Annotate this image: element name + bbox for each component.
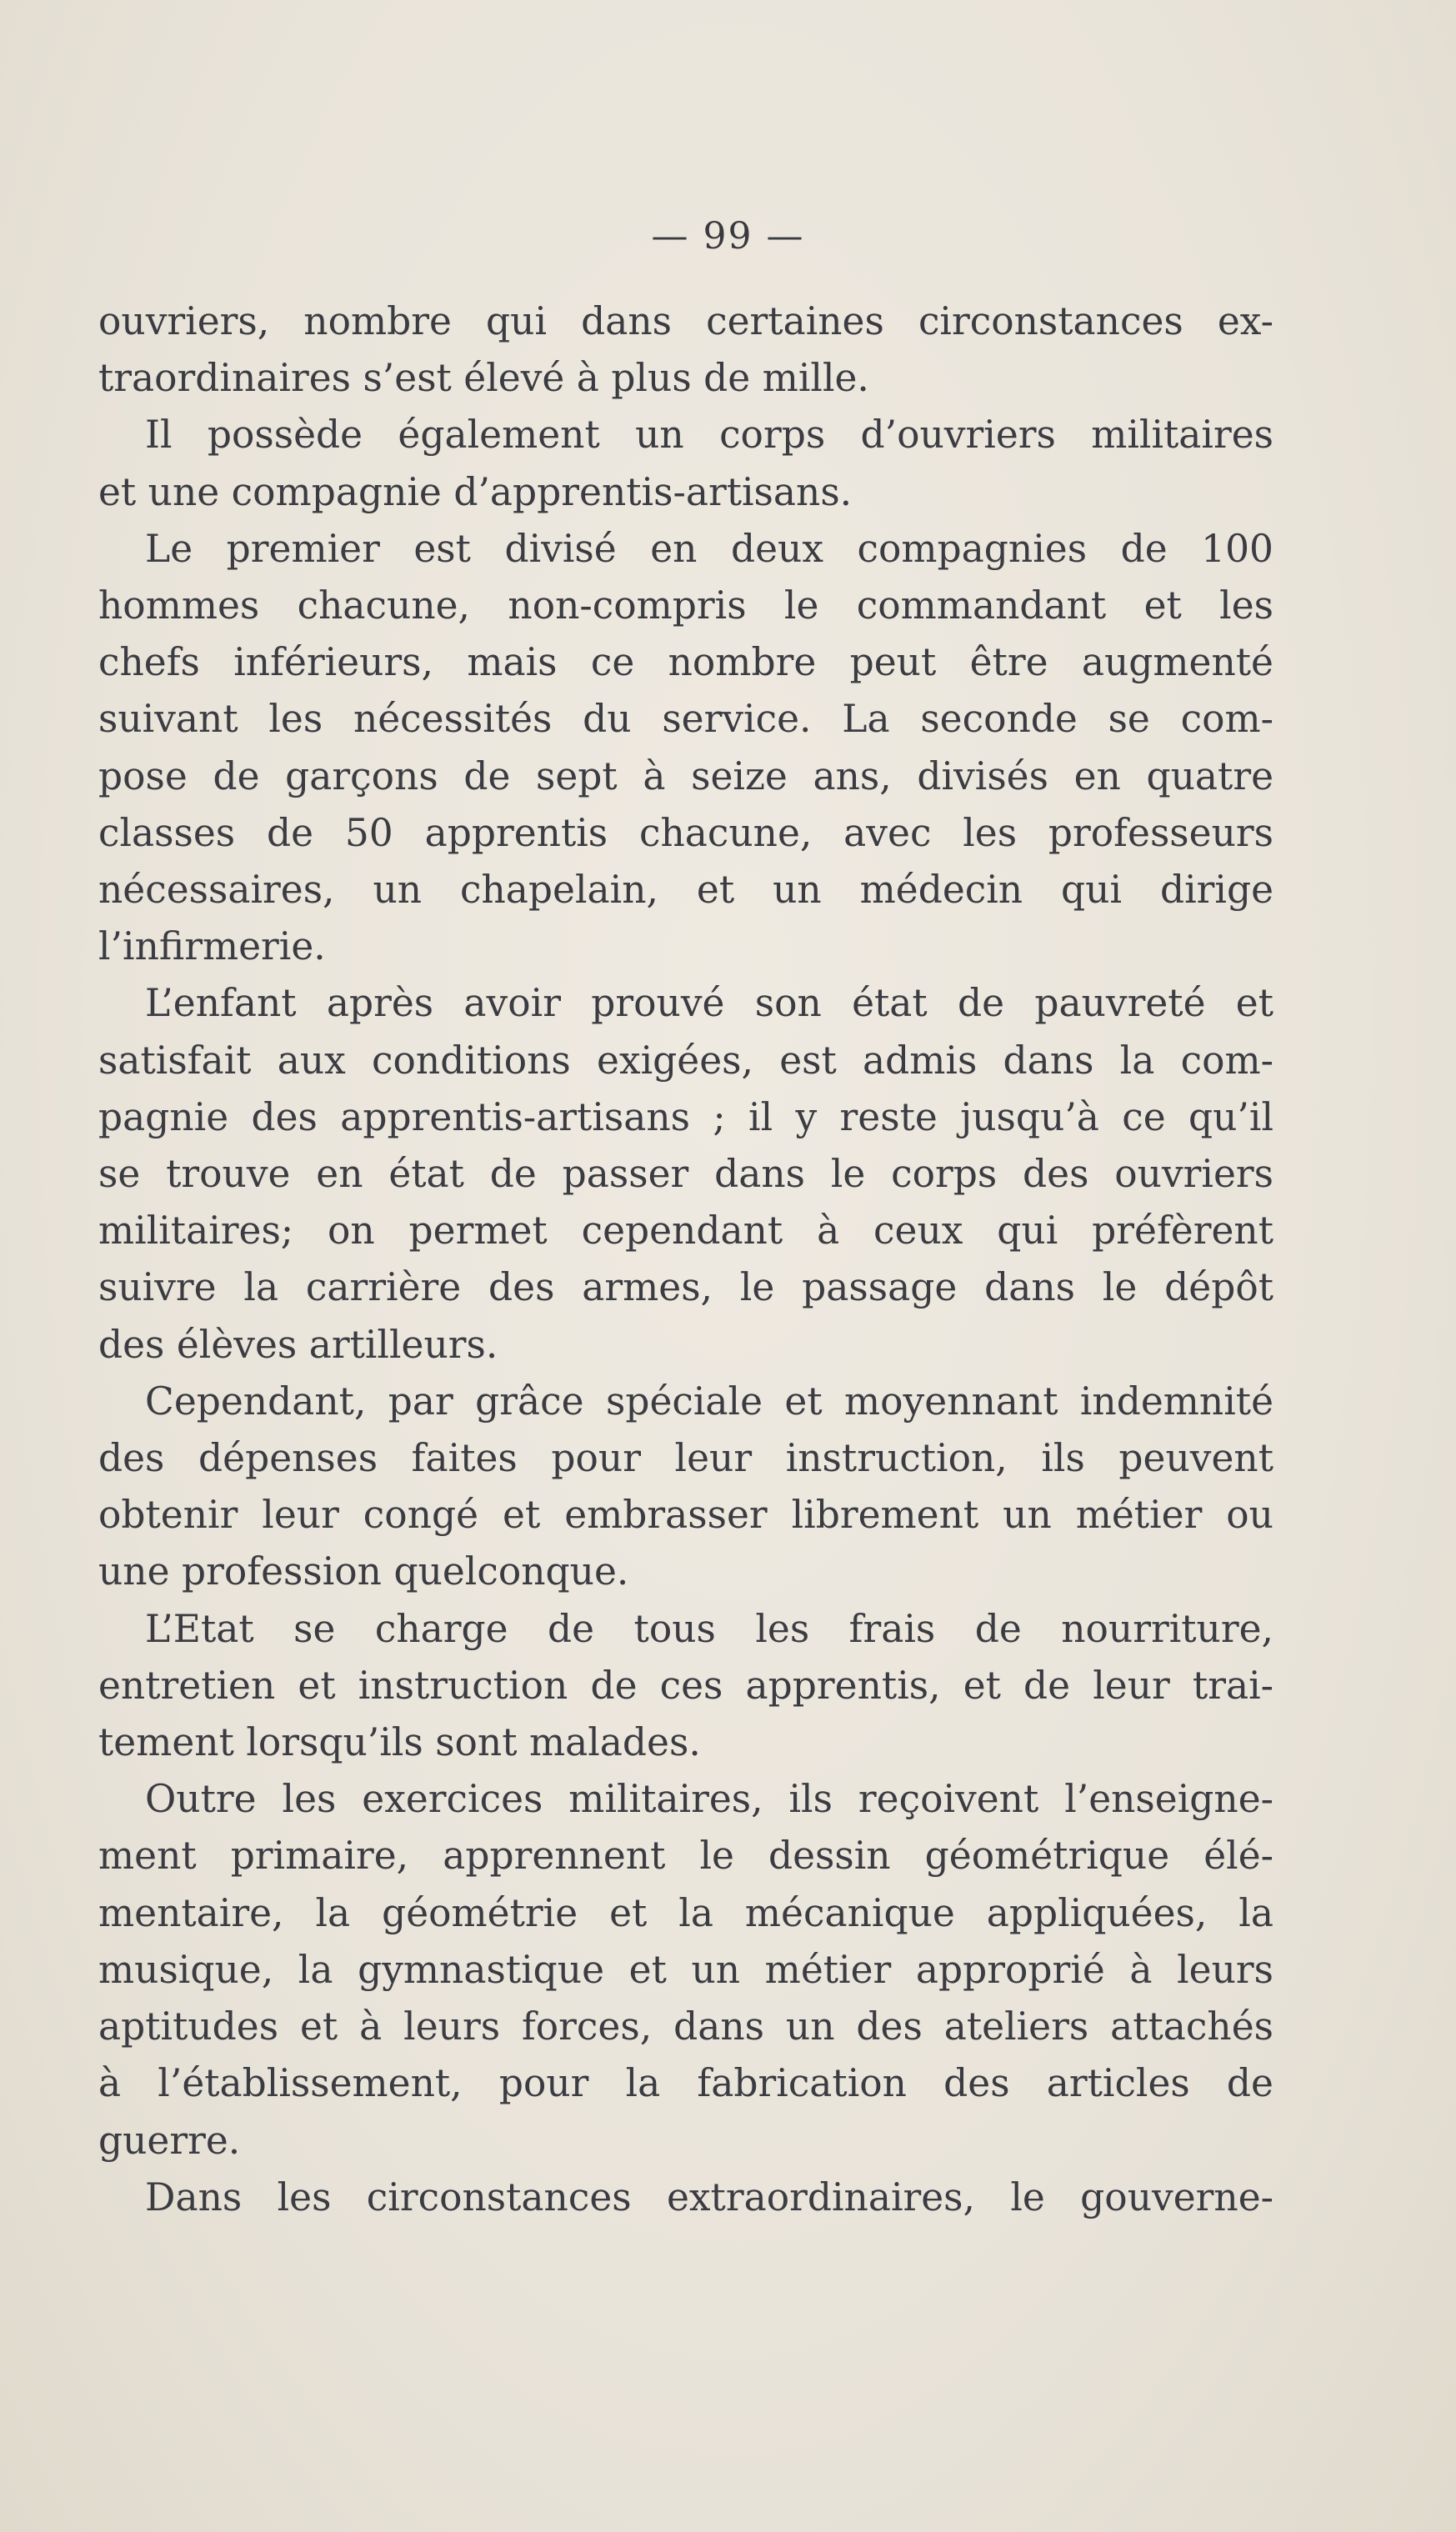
text-line: une profession quelconque. xyxy=(98,1549,629,1594)
text-line: classes de 50 apprentis chacune, avec les professeurs xyxy=(98,810,1273,855)
text-line: nécessaires, un chapelain, et un médecin qui dirige xyxy=(98,868,1273,913)
text-line: Le premier est divisé en deux compagnies de 100 xyxy=(145,526,1273,571)
text-line: L’Etat se charge de tous les frais de nourriture, xyxy=(145,1606,1273,1651)
text-line: Cependant, par grâce spéciale et moyennant indemnité xyxy=(145,1379,1273,1424)
page-number: — 99 — xyxy=(651,215,805,258)
text-line: Outre les exercices militaires, ils reçoivent l’enseigne- xyxy=(145,1777,1273,1822)
text-line: Il possède également un corps d’ouvriers militaires xyxy=(145,413,1273,458)
text-line: pose de garçons de sept à seize ans, divisés en quatre xyxy=(98,753,1273,798)
text-line: pagnie des apprentis-artisans ; il y reste jusqu’à ce qu’il xyxy=(98,1094,1273,1139)
text-line: aptitudes et à leurs forces, dans un des ateliers attachés xyxy=(98,2004,1273,2049)
text-line: satisfait aux conditions exigées, est admis dans la com- xyxy=(98,1038,1273,1083)
text-line: ment primaire, apprennent le dessin géométrique élé- xyxy=(98,1834,1273,1879)
text-line: et une compagnie d’apprentis-artisans. xyxy=(98,469,853,514)
text-line: traordinaires s’est élevé à plus de mille. xyxy=(98,356,869,401)
text-line: militaires; on permet cependant à ceux qui préfèrent xyxy=(98,1208,1273,1253)
text-line: obtenir leur congé et embrasser librement un métier ou xyxy=(98,1493,1273,1538)
body-text xyxy=(98,293,1273,2226)
text-line: ouvriers, nombre qui dans certaines circonstances ex- xyxy=(98,299,1273,343)
text-line: suivre la carrière des armes, le passage dans le dépôt xyxy=(98,1265,1273,1310)
text-line: entretien et instruction de ces apprentis, et de leur trai- xyxy=(98,1663,1273,1708)
text-line: hommes chacune, non-compris le commandant et les xyxy=(98,583,1273,628)
text-line: mentaire, la géométrie et la mécanique appliquées, la xyxy=(98,1890,1273,1935)
text-line: guerre. xyxy=(98,2118,241,2163)
text-line: Dans les circonstances extraordinaires, le gouverne- xyxy=(145,2174,1273,2219)
text-line: musique, la gymnastique et un métier approprié à leurs xyxy=(98,1947,1273,1992)
text-line: tement lorsqu’ils sont malades. xyxy=(98,1720,701,1765)
text-line: des élèves artilleurs. xyxy=(98,1322,498,1367)
text-line: à l’établissement, pour la fabrication des articles de xyxy=(98,2061,1273,2106)
text-line: suivant les nécessités du service. La seconde se com- xyxy=(98,697,1273,742)
text-line: l’infirmerie. xyxy=(98,924,326,969)
text-line: L’enfant après avoir prouvé son état de pauvreté et xyxy=(145,981,1273,1026)
text-line: des dépenses faites pour leur instruction, ils peuvent xyxy=(98,1436,1273,1481)
text-line: se trouve en état de passer dans le corps des ouvriers xyxy=(98,1152,1273,1197)
text-line: chefs inférieurs, mais ce nombre peut être augmenté xyxy=(98,640,1273,685)
